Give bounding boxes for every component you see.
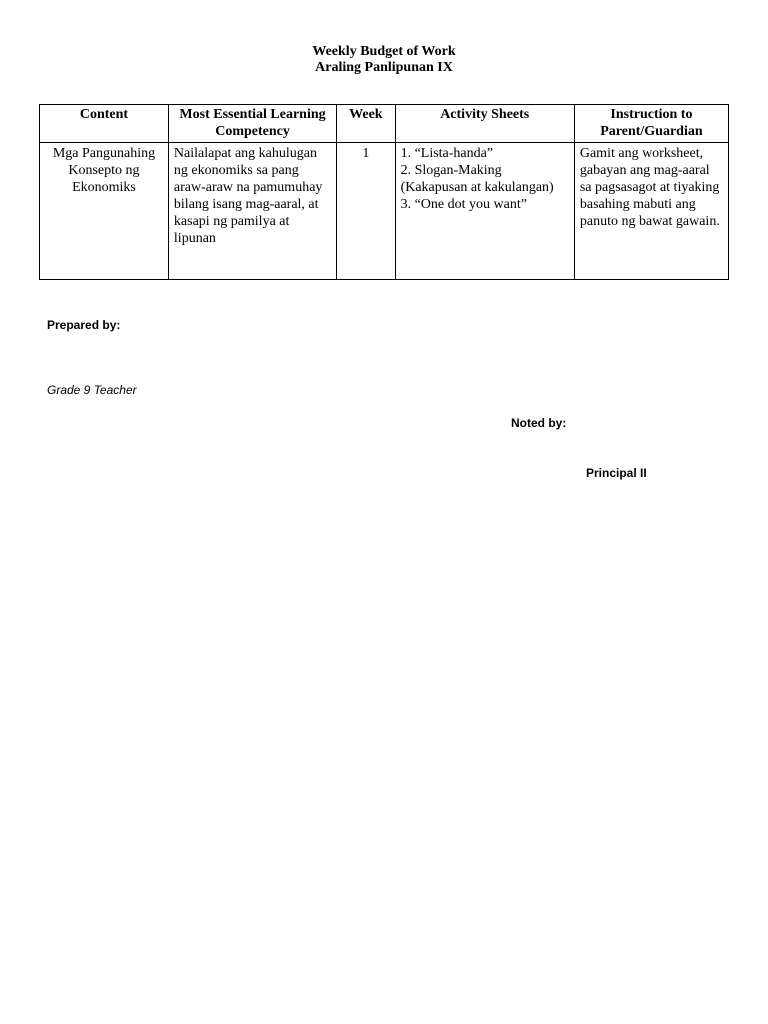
- header-activity-sheets: Activity Sheets: [395, 105, 574, 143]
- activity-item: 3. “One dot you want”: [400, 197, 527, 212]
- table-row: [40, 143, 729, 280]
- document-title: Weekly Budget of Work: [312, 44, 456, 59]
- header-competency: Most Essential Learning Competency: [168, 105, 336, 143]
- cell-competency: Nailalapat ang kahulugan ng ekonomiks sa pang araw-araw na pamumuhay bilang isang mag-aaral, at kasapi ng pamilya at lipunan: [168, 143, 336, 280]
- prepared-by-label: Prepared by:: [47, 318, 121, 332]
- header-week: Week: [337, 105, 395, 143]
- cell-content: Mga Pangunahing Konsepto ng Ekonomiks: [40, 143, 169, 280]
- table-header-row: [40, 105, 729, 143]
- activity-item: 2. Slogan-Making (Kakapusan at kakulangan): [400, 163, 554, 195]
- noted-by-label: Noted by:: [511, 416, 567, 430]
- budget-table: [39, 104, 729, 280]
- grade-teacher-label: Grade 9 Teacher: [47, 383, 137, 397]
- cell-activity-sheets: [395, 143, 574, 280]
- header-instruction: Instruction to Parent/Guardian: [574, 105, 728, 143]
- header-content: Content: [40, 105, 169, 143]
- cell-week: 1: [337, 143, 395, 280]
- activity-item: 1. “Lista-handa”: [400, 146, 494, 161]
- document-subtitle: Araling Panlipunan IX: [315, 60, 453, 75]
- principal-label: Principal II: [586, 466, 647, 480]
- cell-instruction: Gamit ang worksheet, gabayan ang mag-aaral sa pagsasagot at tiyaking basahing mabuti ang panuto ng bawat gawain.: [574, 143, 728, 280]
